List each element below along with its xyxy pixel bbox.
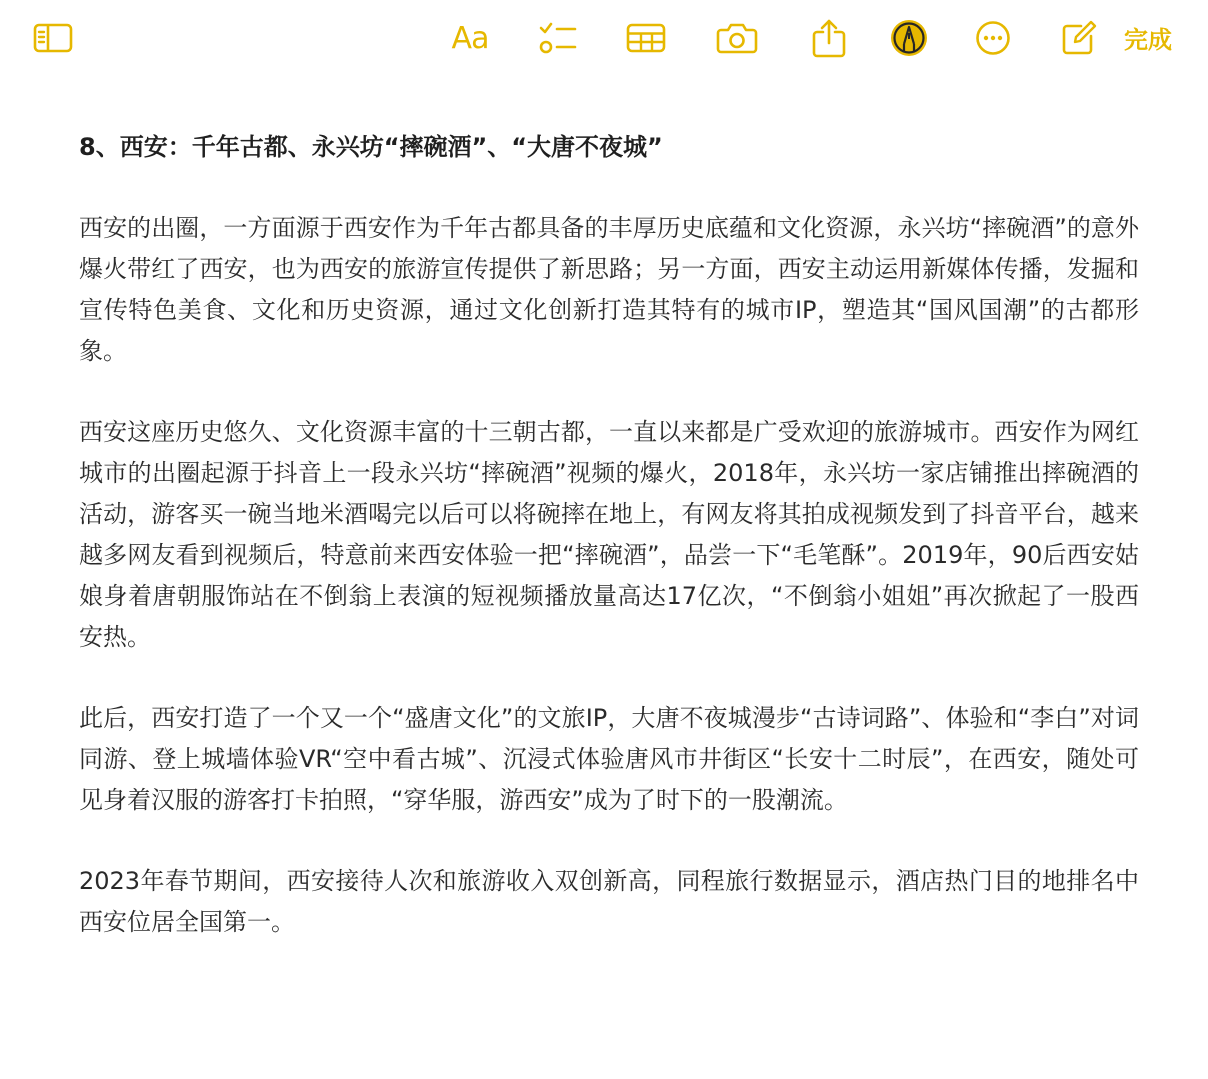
note-paragraph: 西安的出圈，一方面源于西安作为千年古都具备的丰厚历史底蕴和文化资源，永兴坊“摔碗酒”的意外爆火带红了西安，也为西安的旅游宣传提供了新思路；另一方面，西安主动运用新媒体传播，发掘和宣传特色美食、文化和历史资源，通过文化创新打造其特有的城市IP，塑造其“国风国潮”的古都形象。 bbox=[79, 214, 1139, 365]
done-button[interactable]: 完成 bbox=[1124, 26, 1172, 54]
more-button[interactable] bbox=[968, 14, 1018, 62]
sidebar-icon bbox=[33, 23, 73, 53]
toolbar bbox=[0, 0, 1208, 80]
pen-markup-icon bbox=[889, 18, 929, 58]
ellipsis-icon bbox=[975, 20, 1011, 56]
note-paragraph: 西安这座历史悠久、文化资源丰富的十三朝古都，一直以来都是广受欢迎的旅游城市。西安作为网红城市的出圈起源于抖音上一段永兴坊“摔碗酒”视频的爆火，2018年，永兴坊一家店铺推出摔碗酒的活动，游客买一碗当地米酒喝完以后可以将碗摔在地上，有网友将其拍成视频发到了抖音平台，越来越多网友看到视频后，特意前来西安体验一把“摔碗酒”，品尝一下“毛笔酥”。2019年，90后西安姑娘身着唐朝服饰站在不倒翁上表演的短视频播放量高达17亿次，“不倒翁小姐姐”再次掀起了一股西安热。 bbox=[79, 418, 1139, 651]
camera-button[interactable] bbox=[712, 14, 762, 62]
note-paragraph: 此后，西安打造了一个又一个“盛唐文化”的文旅IP，大唐不夜城漫步“古诗词路”、体验和“李白”对词同游、登上城墙体验VR“空中看古城”、沉浸式体验唐风市井街区“长安十二时辰”，在西安，随处可见身着汉服的游客打卡拍照，“穿华服，游西安”成为了时下的一股潮流。 bbox=[79, 704, 1139, 814]
compose-button[interactable] bbox=[1054, 14, 1104, 62]
compose-icon bbox=[1061, 20, 1097, 56]
sidebar-toggle-button[interactable] bbox=[28, 14, 78, 62]
checklist-icon bbox=[537, 20, 577, 56]
format-button[interactable] bbox=[444, 14, 496, 62]
share-button[interactable] bbox=[804, 14, 854, 62]
camera-icon bbox=[716, 22, 758, 54]
note-heading: 8、西安：千年古都、永兴坊“摔碗酒”、“大唐不夜城” bbox=[79, 133, 663, 161]
markup-button[interactable] bbox=[884, 14, 934, 62]
note-body[interactable] bbox=[79, 126, 1139, 983]
table-button[interactable] bbox=[621, 14, 671, 62]
note-paragraph: 2023年春节期间，西安接待人次和旅游收入双创新高，同程旅行数据显示，酒店热门目的地排名中西安位居全国第一。 bbox=[79, 867, 1139, 936]
table-icon bbox=[626, 23, 666, 53]
format-label: Aa bbox=[451, 20, 489, 56]
checklist-button[interactable] bbox=[532, 14, 582, 62]
share-icon bbox=[812, 18, 846, 58]
